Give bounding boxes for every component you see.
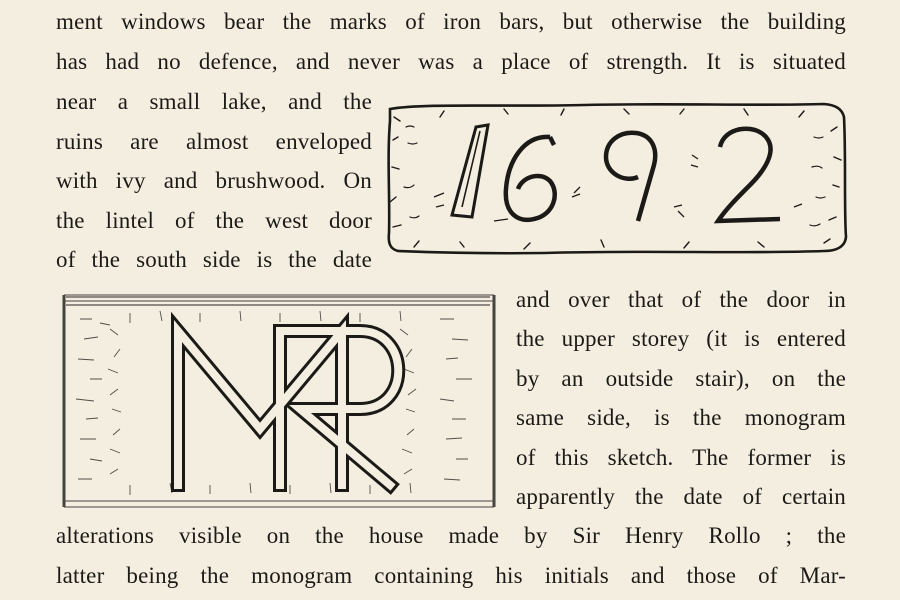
text-line: of this sketch. The former is bbox=[516, 445, 846, 470]
text-line: alterations visible on the house made by Sir Henry Rollo ; the bbox=[56, 523, 846, 548]
monogram-stone-illustration bbox=[60, 289, 497, 513]
text-line: the upper storey (it is entered bbox=[516, 326, 846, 351]
text-line: apparently the date of certain bbox=[516, 484, 846, 509]
text-line: latter being the monogram containing his initials and those of Mar- bbox=[56, 563, 846, 588]
date-stone-illustration bbox=[384, 97, 852, 257]
text-line: of the south side is the date bbox=[56, 247, 372, 272]
text-line: and over that of the door in bbox=[516, 287, 846, 312]
text-line: near a small lake, and the bbox=[56, 89, 372, 114]
text-line: same side, is the monogram bbox=[516, 405, 846, 430]
text-line: ruins are almost enveloped bbox=[56, 129, 372, 154]
text-line: with ivy and brushwood. On bbox=[56, 168, 372, 193]
text-line: by an outside stair), on the bbox=[516, 366, 846, 391]
text-line: ment windows bear the marks of iron bars, but otherwise the building bbox=[56, 9, 846, 34]
text-line: the lintel of the west door bbox=[56, 208, 372, 233]
text-line: has had no defence, and never was a place of strength. It is situated bbox=[56, 49, 846, 74]
